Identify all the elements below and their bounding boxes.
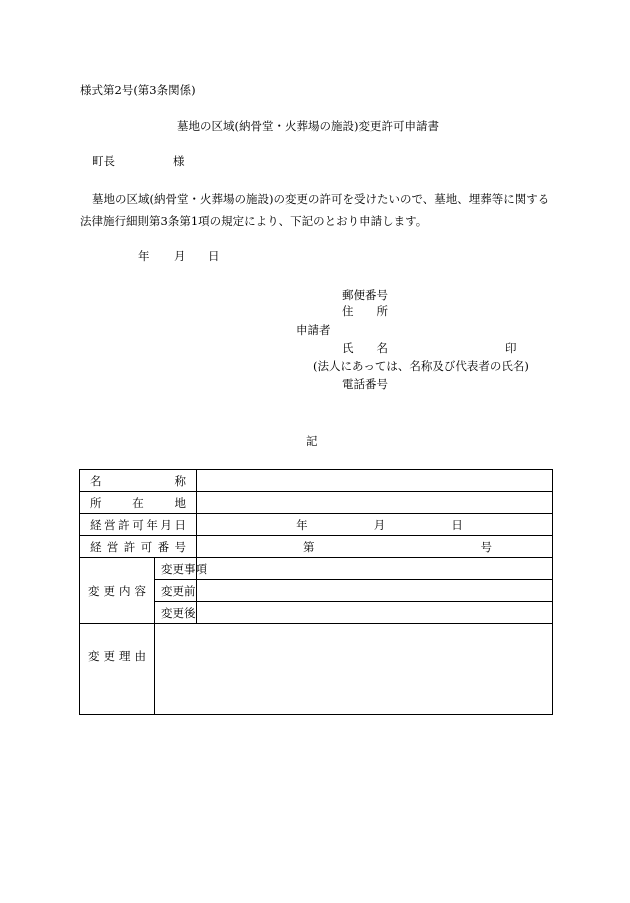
document-title: 墓地の区域(納骨堂・火葬場の施設)変更許可申請書 (177, 119, 439, 133)
row-label-permit-date: 経営許可年月日 (80, 514, 197, 536)
sub-label-after: 変更後 (155, 602, 197, 624)
applicant-label: 申請者 (296, 323, 331, 337)
change-item-value-cell[interactable] (197, 558, 553, 580)
change-details-table (79, 469, 553, 715)
permit-number-prefix: 第 (303, 539, 315, 554)
postal-code-label: 郵便番号 (342, 288, 388, 302)
permit-number-value-cell[interactable] (197, 536, 553, 558)
before-value-cell[interactable] (197, 580, 553, 602)
row-label-change-content: 変更内容 (80, 558, 155, 624)
change-reason-value-cell[interactable] (155, 624, 553, 715)
permit-date-year: 年 (296, 517, 308, 532)
row-label-permit-number: 経営許可番号 (80, 536, 197, 558)
permit-date-value-cell[interactable] (197, 514, 553, 536)
date-year: 年 (138, 249, 150, 263)
addressee-honorific: 様 (173, 154, 185, 168)
date-month: 月 (174, 249, 186, 263)
table-row (80, 536, 553, 558)
name-label: 氏 名 (342, 341, 388, 355)
table-row (80, 470, 553, 492)
date-day: 日 (208, 249, 220, 263)
corporation-note: (法人にあっては、名称及び代表者の氏名) (313, 359, 529, 373)
table-row (80, 624, 553, 715)
addressee-mayor: 町長 (92, 154, 115, 168)
table-row (80, 558, 553, 580)
permit-date-month: 月 (373, 517, 386, 532)
row-label-change-reason: 変更理由 (80, 624, 155, 715)
permit-date-day: 日 (451, 517, 463, 532)
location-value-cell[interactable] (197, 492, 553, 514)
body-paragraph: 墓地の区域(納骨堂・火葬場の施設)の変更の許可を受けたいので、墓地、埋葬等に関する法律施行細則第3条第1項の規定により、下記のとおり申請します。 (80, 192, 550, 228)
table-row (80, 492, 553, 514)
form-number: 様式第2号(第3条関係) (80, 83, 196, 97)
phone-label: 電話番号 (342, 377, 388, 391)
table-row (80, 514, 553, 536)
address-label: 住 所 (342, 304, 388, 318)
permit-number-suffix: 号 (480, 539, 492, 554)
after-value-cell[interactable] (197, 602, 553, 624)
name-value-cell[interactable] (197, 470, 553, 492)
seal-mark: 印 (505, 341, 517, 355)
ki-heading: 記 (306, 434, 318, 448)
row-label-location: 所在地 (80, 492, 197, 514)
row-label-name: 名称 (80, 470, 197, 492)
sub-label-change-item: 変更事項 (155, 558, 197, 580)
sub-label-before: 変更前 (155, 580, 197, 602)
